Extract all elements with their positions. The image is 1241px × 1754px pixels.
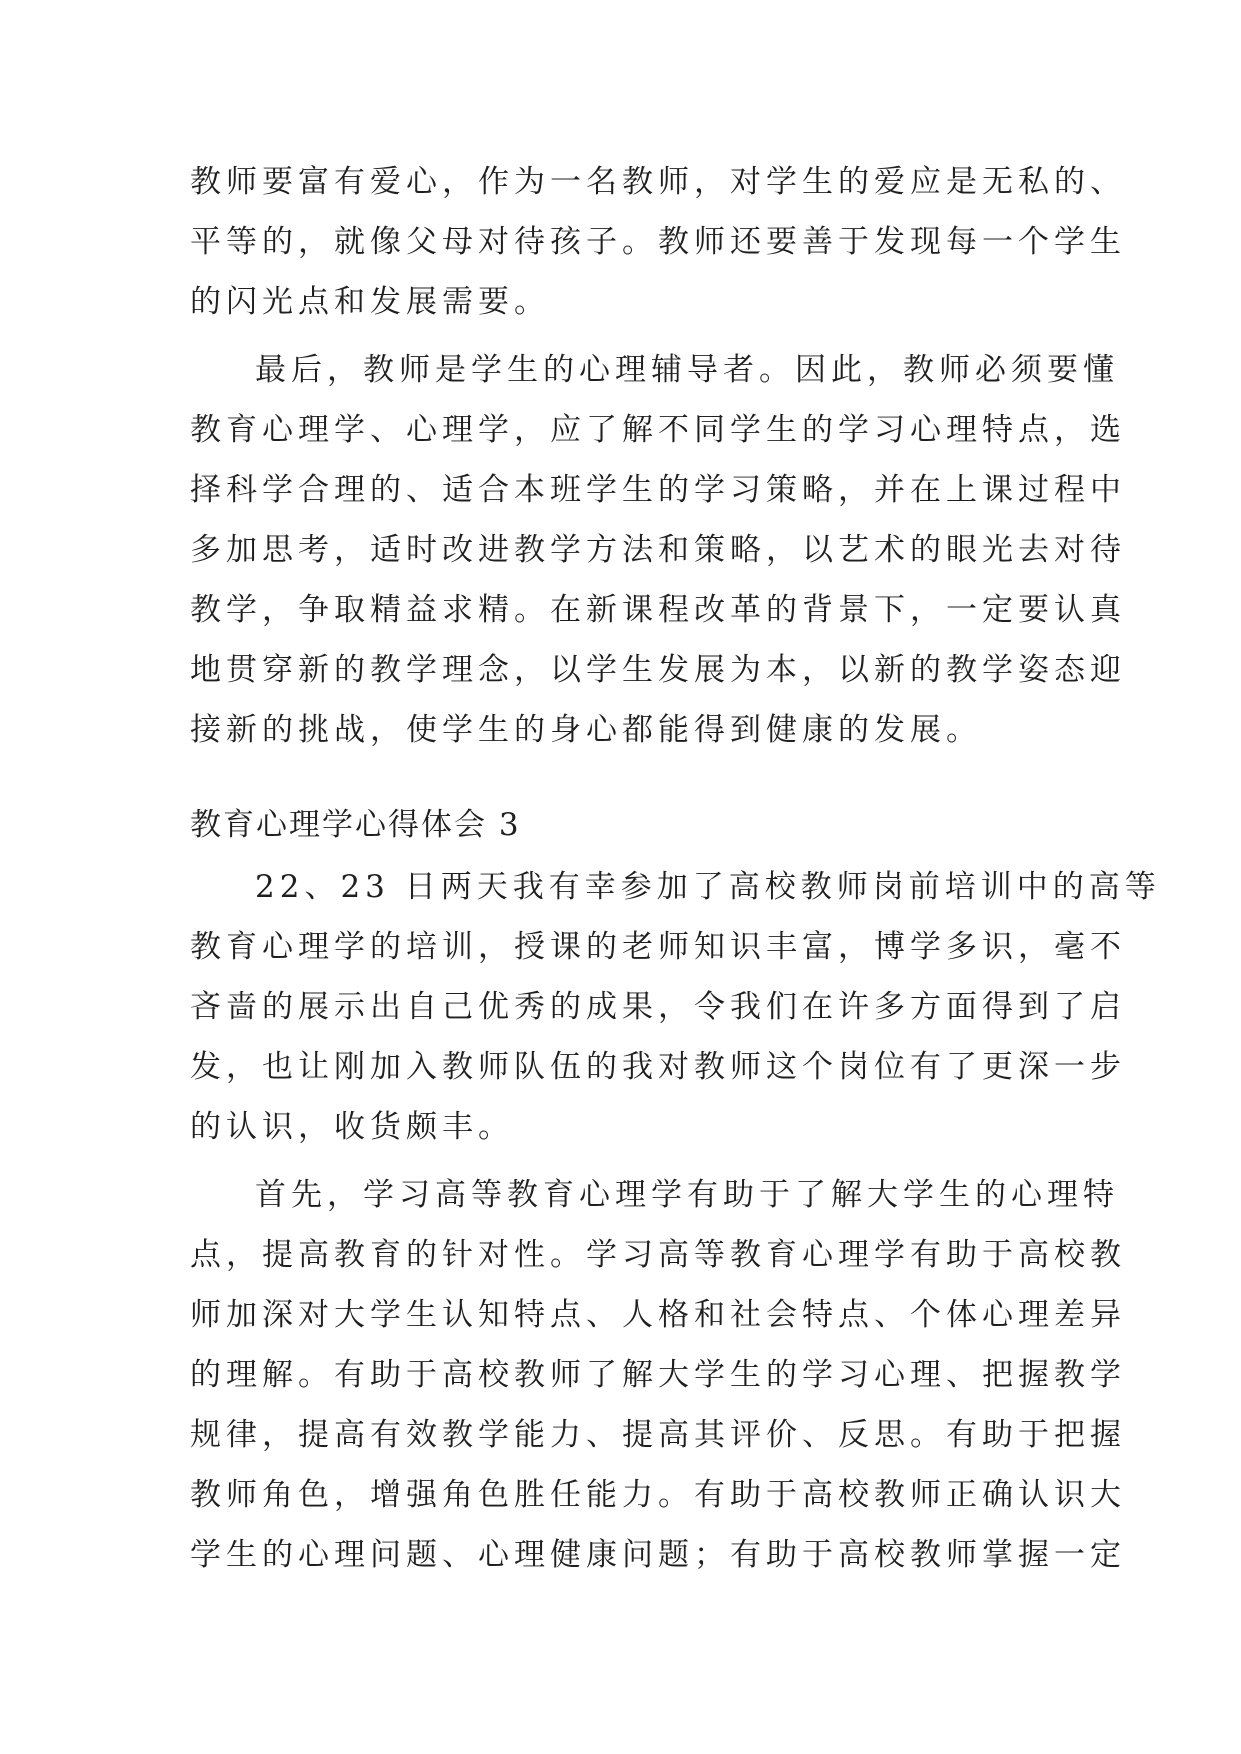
text-line: 的认识，收货颇丰。 <box>190 1109 514 1145</box>
paragraph-first-line: 22、23 日两天我有幸参加了高校教师岗前培训中的高等 <box>255 869 1161 905</box>
text-line: 学生的心理问题、心理健康问题；有助于高校教师掌握一定 <box>190 1537 1126 1573</box>
text-line: 教育心理学、心理学，应了解不同学生的学习心理特点，选 <box>190 412 1126 448</box>
text-line: 地贯穿新的教学理念，以学生发展为本，以新的教学姿态迎 <box>190 652 1126 688</box>
text-line: 吝啬的展示出自己优秀的成果，令我们在许多方面得到了启 <box>190 989 1126 1025</box>
text-line: 平等的，就像父母对待孩子。教师还要善于发现每一个学生 <box>190 224 1126 260</box>
text-line: 教学，争取精益求精。在新课程改革的背景下，一定要认真 <box>190 592 1126 628</box>
text-line: 的理解。有助于高校教师了解大学生的学习心理、把握教学 <box>190 1357 1126 1393</box>
text-line: 教育心理学的培训，授课的老师知识丰富，博学多识，毫不 <box>190 929 1126 965</box>
paragraph-first-line: 最后，教师是学生的心理辅导者。因此，教师必须要懂 <box>255 352 1119 388</box>
section-heading: 教育心理学心得体会 3 <box>190 807 521 843</box>
text-line: 规律，提高有效教学能力、提高其评价、反思。有助于把握 <box>190 1417 1126 1453</box>
text-line: 择科学合理的、适合本班学生的学习策略，并在上课过程中 <box>190 472 1126 508</box>
text-line: 点，提高教育的针对性。学习高等教育心理学有助于高校教 <box>190 1237 1126 1273</box>
text-line: 师加深对大学生认知特点、人格和社会特点、个体心理差异 <box>190 1297 1126 1333</box>
text-line: 教师要富有爱心，作为一名教师，对学生的爱应是无私的、 <box>190 164 1126 200</box>
paragraph-first-line: 首先，学习高等教育心理学有助于了解大学生的心理特 <box>255 1177 1119 1213</box>
text-line: 接新的挑战，使学生的身心都能得到健康的发展。 <box>190 712 982 748</box>
text-line: 的闪光点和发展需要。 <box>190 284 550 320</box>
text-line: 发，也让刚加入教师队伍的我对教师这个岗位有了更深一步 <box>190 1049 1126 1085</box>
text-line: 多加思考，适时改进教学方法和策略，以艺术的眼光去对待 <box>190 532 1126 568</box>
text-line: 教师角色，增强角色胜任能力。有助于高校教师正确认识大 <box>190 1477 1126 1513</box>
